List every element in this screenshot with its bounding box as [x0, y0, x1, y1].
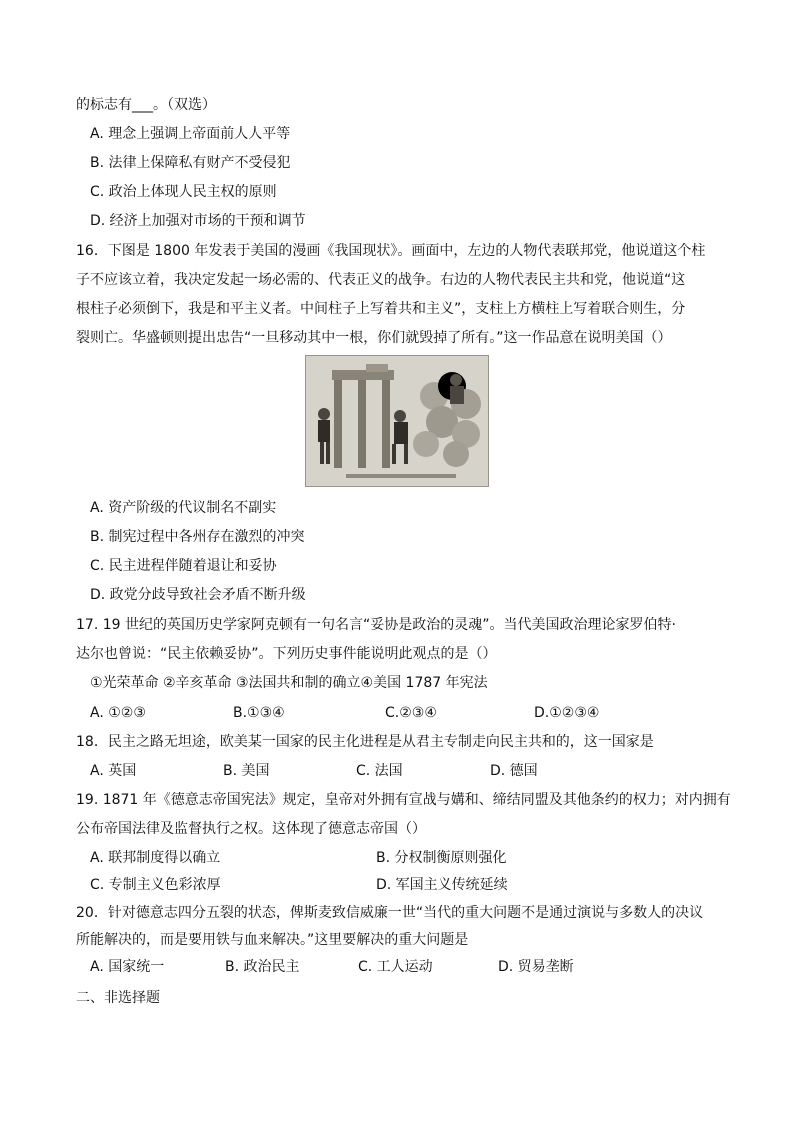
- q20-stem-line-1: 20．针对德意志四分五裂的状态，俾斯麦致信威廉一世“当代的重大问题不是通过演说与多数人的决议: [76, 905, 704, 921]
- q16-cartoon-image: [305, 355, 489, 487]
- q20-option-d: D. 贸易垄断: [498, 959, 574, 975]
- q20-stem-line-2: 所能解决的，而是要用铁与血来解决。”这里要解决的重大问题是: [76, 932, 469, 948]
- q17-items: ①光荣革命 ②辛亥革命 ③法国共和制的确立④美国 1787 年宪法: [90, 675, 488, 691]
- q18-option-c: C. 法国: [356, 763, 403, 779]
- q16-stem-line-1: 16．下图是 1800 年发表于美国的漫画《我国现状》。画面中，左边的人物代表联邦党，他说道这个柱: [76, 243, 706, 259]
- q15-stem-tail: 的标志有___。（双选）: [76, 97, 216, 113]
- q16-option-b: B. 制宪过程中各州存在激烈的冲突: [90, 529, 305, 545]
- q15-option-a: A. 理念上强调上帝面前人人平等: [90, 126, 291, 142]
- q19-option-b: B. 分权制衡原则强化: [376, 850, 507, 866]
- q16-option-c: C. 民主进程伴随着退让和妥协: [90, 558, 277, 574]
- q16-option-a: A. 资产阶级的代议制名不副实: [90, 500, 277, 516]
- q18-option-b: B. 美国: [223, 763, 270, 779]
- q16-stem-line-2: 子不应该立着，我决定发起一场必需的、代表正义的战争。右边的人物代表民主共和党，他说道“这: [76, 272, 686, 288]
- q15-option-b: B. 法律上保障私有财产不受侵犯: [90, 155, 291, 171]
- q19-stem-line-2: 公布帝国法律及监督执行之权。这体现了德意志帝国（）: [76, 821, 426, 837]
- q15-option-c: C. 政治上体现人民主权的原则: [90, 184, 277, 200]
- q18-option-a: A. 英国: [90, 763, 137, 779]
- cartoon-illustration: [306, 356, 489, 487]
- q16-stem-line-3: 根柱子必须倒下，我是和平主义者。中间柱子上写着共和主义”，支柱上方横柱上写着联合则生，分: [76, 301, 686, 317]
- q20-option-a: A. 国家统一: [90, 959, 165, 975]
- q16-stem-line-4: 裂则亡。华盛顿则提出忠告“一旦移动其中一根，你们就毁掉了所有。”这一作品意在说明美国（）: [76, 330, 672, 346]
- q15-option-d: D. 经济上加强对市场的干预和调节: [90, 213, 306, 229]
- q17-option-b: B.①③④: [233, 705, 285, 721]
- q20-option-b: B. 政治民主: [225, 959, 300, 975]
- q17-option-c: C.②③④: [385, 705, 437, 721]
- q18-option-d: D. 德国: [490, 763, 538, 779]
- q19-stem-line-1: 19. 1871 年《德意志帝国宪法》规定，皇帝对外拥有宣战与媾和、缔结同盟及其他条约的权力；对内拥有: [76, 792, 731, 808]
- q17-stem-line-2: 达尔也曾说：“民主依赖妥协”。下列历史事件能说明此观点的是（）: [76, 646, 497, 662]
- q16-option-d: D. 政党分歧导致社会矛盾不断升级: [90, 587, 306, 603]
- q17-option-a: A. ①②③: [90, 705, 146, 721]
- q18-stem: 18．民主之路无坦途，欧美某一国家的民主化进程是从君主专制走向民主共和的，这一国家是: [76, 734, 654, 750]
- q17-option-d: D.①②③④: [534, 705, 600, 721]
- section-2-heading: 二、非选择题: [76, 990, 160, 1006]
- q20-option-c: C. 工人运动: [358, 959, 433, 975]
- q19-option-c: C. 专制主义色彩浓厚: [90, 877, 221, 893]
- q17-stem-line-1: 17. 19 世纪的英国历史学家阿克顿有一句名言“妥协是政治的灵魂”。当代美国政治理论家罗伯特·: [76, 617, 676, 633]
- q19-option-a: A. 联邦制度得以确立: [90, 850, 221, 866]
- q19-option-d: D. 军国主义传统延续: [376, 877, 508, 893]
